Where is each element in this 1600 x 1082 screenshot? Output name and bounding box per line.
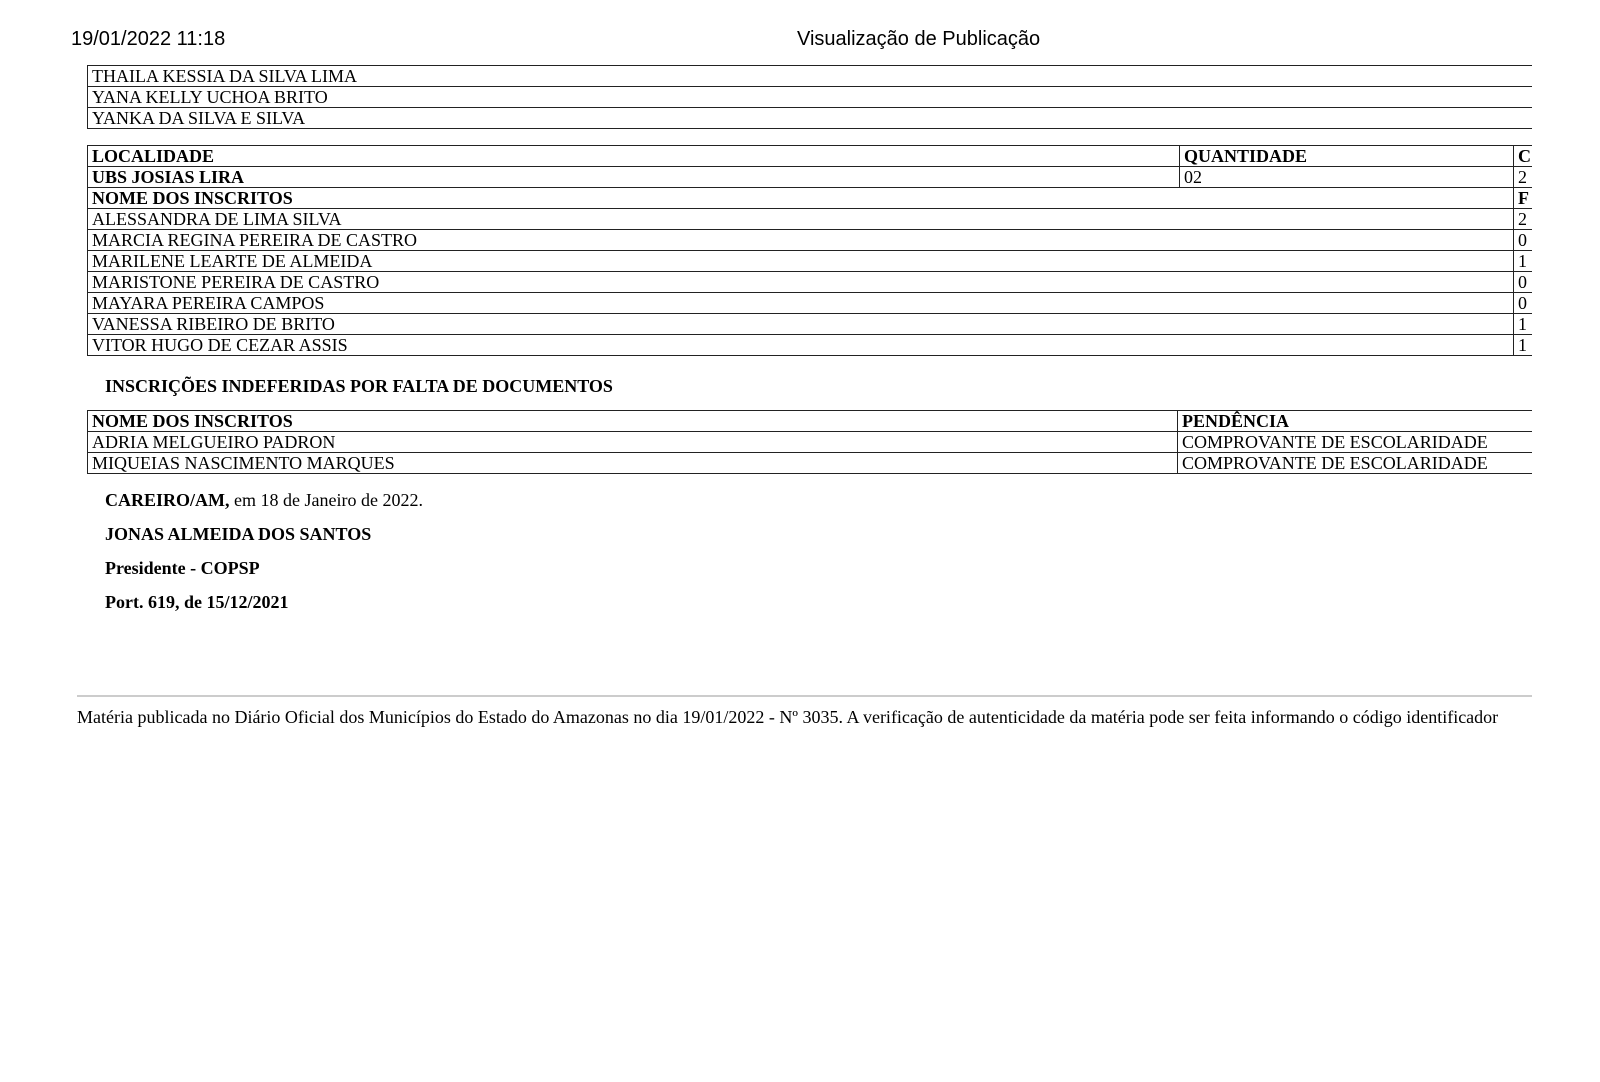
table-header-row [88, 146, 1533, 167]
localidade-table [87, 145, 1532, 356]
name-cell: YANA KELLY UCHOA BRITO [88, 87, 1533, 108]
inscrito-name: MARCIA REGINA PEREIRA DE CASTRO [88, 230, 1514, 251]
previous-names-table [87, 65, 1532, 129]
column-header-pendencia: PENDÊNCIA [1178, 411, 1533, 432]
column-header-f: F [1514, 188, 1533, 209]
table-row [88, 272, 1533, 293]
column-header-nome-dos-inscritos: NOME DOS INSCRITOS [88, 188, 1514, 209]
table-row [88, 209, 1533, 230]
table-header-row [88, 411, 1533, 432]
indeferidas-table [87, 410, 1532, 474]
inscrito-name: MARISTONE PEREIRA DE CASTRO [88, 272, 1514, 293]
header-datetime: 19/01/2022 11:18 [71, 28, 226, 50]
signer-role: Presidente - COPSP [105, 558, 260, 578]
inscrito-value: 1 [1514, 335, 1533, 356]
closing-place: CAREIRO/AM, [105, 490, 230, 510]
column-header-localidade: LOCALIDADE [88, 146, 1180, 167]
portaria: Port. 619, de 15/12/2021 [105, 592, 289, 612]
table-row [88, 335, 1533, 356]
pendencia-value: COMPROVANTE DE ESCOLARIDADE [1178, 432, 1533, 453]
column-header-quantidade: QUANTIDADE [1180, 146, 1514, 167]
table-subheader-row [88, 188, 1533, 209]
footer-text: Matéria publicada no Diário Oficial dos Municípios do Estado do Amazonas no dia 19/01/2022 - Nº 3035. A verificação de autenticidade da matéria pode ser feita informando o código identificador [77, 707, 1499, 727]
table-row [88, 87, 1533, 108]
header-title: Visualização de Publicação [797, 28, 1041, 50]
name-cell: YANKA DA SILVA E SILVA [88, 108, 1533, 129]
inscrito-name: MAYARA PEREIRA CAMPOS [88, 293, 1514, 314]
closing-date-line [105, 489, 423, 511]
localidade-name: UBS JOSIAS LIRA [88, 167, 1180, 188]
quantidade-value: 02 [1180, 167, 1514, 188]
table-row [88, 314, 1533, 335]
inscrito-value: 0 [1514, 293, 1533, 314]
inscrito-value: 0 [1514, 272, 1533, 293]
column-header-c: C [1514, 146, 1533, 167]
table-row [88, 432, 1533, 453]
column-header-nome-dos-inscritos: NOME DOS INSCRITOS [88, 411, 1178, 432]
inscrito-name: ADRIA MELGUEIRO PADRON [88, 432, 1178, 453]
inscrito-value: 1 [1514, 314, 1533, 335]
closing-date: em 18 de Janeiro de 2022. [229, 490, 423, 510]
table-row [88, 453, 1533, 474]
table-row [88, 167, 1533, 188]
inscrito-value: 0 [1514, 230, 1533, 251]
table-row [88, 230, 1533, 251]
signer-name: JONAS ALMEIDA DOS SANTOS [105, 524, 372, 544]
indeferidas-heading: INSCRIÇÕES INDEFERIDAS POR FALTA DE DOCUMENTOS [105, 376, 613, 396]
inscrito-value: 2 [1514, 209, 1533, 230]
c-value: 2 [1514, 167, 1533, 188]
table-row [88, 293, 1533, 314]
table-row [88, 66, 1533, 87]
inscrito-name: MIQUEIAS NASCIMENTO MARQUES [88, 453, 1178, 474]
inscrito-name: VANESSA RIBEIRO DE BRITO [88, 314, 1514, 335]
inscrito-name: ALESSANDRA DE LIMA SILVA [88, 209, 1514, 230]
inscrito-name: MARILENE LEARTE DE ALMEIDA [88, 251, 1514, 272]
table-row [88, 251, 1533, 272]
inscrito-value: 1 [1514, 251, 1533, 272]
footer-divider [77, 695, 1532, 697]
inscrito-name: VITOR HUGO DE CEZAR ASSIS [88, 335, 1514, 356]
pendencia-value: COMPROVANTE DE ESCOLARIDADE [1178, 453, 1533, 474]
name-cell: THAILA KESSIA DA SILVA LIMA [88, 66, 1533, 87]
table-row [88, 108, 1533, 129]
